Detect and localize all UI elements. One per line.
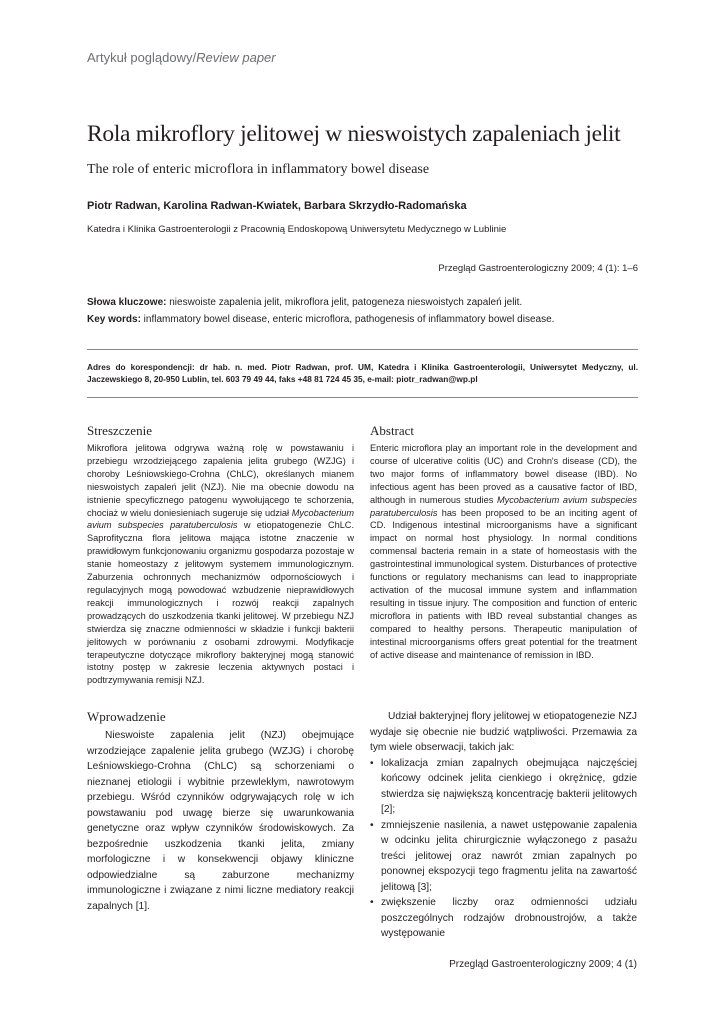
- keywords-pl: [87, 296, 647, 310]
- streszczenie-p1: Mikroflora jelitowa odgrywa ważną rolę w powstawaniu i przebiegu wrzodziejącego zapalenia jelita grubego (WZJG) i choroby Leśniowskiego-Crohna (ChLC), określanych mianem nieswoistych zapaleń jelit (NZJ). Nie ma obecnie dowodu na istnienie specyficznego patogenu wywołującego te schorzenia, chociaż w wielu doniesieniach sugeruje się udział: [87, 443, 354, 518]
- abstract-p1-end: has been proposed to be an inciting agent of CD. Indigenous intestinal microorganisms have a significant impact on normal host physiology. In normal conditions commensal bacteria remain in a state of homeostasis with the gastrointestinal immunological system. Disturbances of protective functions or regulatory mechanisms can lead to inappropriate activation of the mucosal immune system and inflammation resulting in tissue injury. The composition and function of enteric microflora in patients with IBD reveal substantial changes as compared to healthy persons. Therapeutic manipulation of intestinal microorganisms offers great potential for the treatment of active disease and maintenance of remission in IBD.: [370, 507, 637, 660]
- observation-list: [370, 756, 637, 942]
- divider: [87, 397, 638, 398]
- streszczenie-p1-end: w etiopatogenezie ChLC. Saprofityczna flora jelitowa mająca istotne znaczenie w prawidłowym funkcjonowaniu organizmu gospodarza pozostaje w stanie homeostazy z jelitowym systemem immunologicznym. Zaburzenia ochronnych mechanizmów odpornościowych i regulacyjnych mogą powodować wzbudzenie nieprawidłowych reakcji immunologicznych i rozwój reakcji zapalnych prowadzących do uszkodzenia tkanki jelitowej. W przebiegu NZJ stwierdza się znaczne odmienności w składzie i funkcji bakterii jelitowych w porównaniu z osobami zdrowymi. Modyfikacje terapeutyczne dotyczące mikroflory bakteryjnej mogą stanowić istotny postęp w zakresie leczenia aktywnych postaci i podtrzymywania remisji NZJ.: [87, 520, 354, 686]
- list-item: • zwiększenie liczby oraz odmienności udziału poszczególnych rodzajów drobnoustrojów, a także występowanie: [370, 895, 637, 942]
- keywords-en: [87, 313, 647, 327]
- streszczenie-heading: Streszczenie: [87, 423, 152, 438]
- list-item: • lokalizacja zmian zapalnych obejmująca najczęściej końcowy odcinek jelita cienkiego i okrężnicę, gdzie stwierdza się największą koncentrację bakterii jelitowych [2];: [370, 756, 637, 818]
- streszczenie-text: [87, 442, 354, 687]
- keywords-en-text: inflammatory bowel disease, enteric microflora, pathogenesis of inflammatory bowel disease.: [140, 314, 555, 325]
- correspondence-label: Adres do korespondencji:: [87, 362, 195, 372]
- keywords-pl-label: Słowa kluczowe:: [87, 297, 167, 308]
- list-item: • zmniejszenie nasilenia, a nawet ustępowanie zapalenia w odcinku jelita chirurgicznie wyłączonego z pasażu treści jelitowej oraz nawrót zmian zapalnych po ponownej ekspozycji tego fragmentu jelita na zawartość jelitową [3];: [370, 818, 637, 896]
- article-title: Rola mikroflory jelitowej w nieswoistych zapaleniach jelit: [87, 121, 621, 147]
- correspondence-address: [87, 362, 638, 385]
- abstract-italic: Mycobacterium avium subspecies paratuberculosis: [370, 494, 638, 518]
- right-body-column: [370, 709, 637, 942]
- keywords-en-label: Key words:: [87, 314, 141, 325]
- correspondence-text: dr hab. n. med. Piotr Radwan, prof. UM, Katedra i Klinika Gastroenterologii, Uniwersytet Medyczny, ul. Jaczewskiego 8, 20-950 Lublin, tel. 603 79 49 44, faks +48 81 724 45 35, e-mail: piotr_radwan@wp.pl: [87, 362, 639, 384]
- streszczenie-italic: Mycobacterium avium subspecies paratuberculosis: [87, 507, 354, 531]
- abstract-heading: Abstract: [370, 423, 415, 438]
- wprowadzenie-heading: Wprowadzenie: [87, 709, 166, 724]
- abstract-p1: Enteric microflora play an important role in the development and course of ulcerative colitis (UC) and Crohn's disease (CD), the two major forms of inflammatory bowel disease (IBD). No infectious agent has been proved as a causative factor of IBD, although in numerous studies: [370, 443, 637, 505]
- article-subtitle: The role of enteric microflora in inflammatory bowel disease: [87, 162, 430, 177]
- page-footer: Przegląd Gastroenterologiczny 2009; 4 (1): [449, 959, 637, 970]
- keywords-pl-text: nieswoiste zapalenia jelit, mikroflora jelit, patogeneza nieswoistych zapaleń jelit.: [166, 297, 523, 308]
- article-type-label: [87, 50, 276, 65]
- article-type-en: Review paper: [196, 50, 276, 65]
- right-body-paragraph: Udział bakteryjnej flory jelitowej w etiopatogenezie NZJ wydaje się obecnie nie budzić wątpliwości. Przemawia za tym wiele obserwacji, takich jak:: [370, 711, 637, 753]
- abstract-text: [370, 442, 637, 661]
- journal-reference: Przegląd Gastroenterologiczny 2009; 4 (1): 1–6: [438, 263, 638, 274]
- wprowadzenie-text: Nieswoiste zapalenia jelit (NZJ) obejmujące wrzodziejące zapalenie jelita grubego (WZJG) i chorobę Leśniowskiego-Crohna (ChLC) są schorzeniami o nieznanej etiologii i wybitnie przewlekłym, nawrotowym przebiegu. Wśród czynników odgrywających rolę w ich powstawaniu pod uwagę bierze się uwarunkowania genetyczne oraz wpływ czynników środowiskowych. Za bezpośrednie uszkodzenia tkanki jelita, zmiany morfologiczne i w konsekwencji objawy kliniczne odpowiedzialne są zaburzone mechanizmy immunologiczne i związane z nimi liczne mediatory reakcji zapalnych [1].: [87, 730, 354, 912]
- author-list: Piotr Radwan, Karolina Radwan-Kwiatek, Barbara Skrzydło-Radomańska: [87, 200, 467, 212]
- divider: [87, 349, 638, 350]
- affiliation: Katedra i Klinika Gastroenterologii z Pracownią Endoskopową Uniwersytetu Medycznego w Lublinie: [87, 224, 507, 235]
- article-type-pl: Artykuł poglądowy/: [87, 50, 197, 65]
